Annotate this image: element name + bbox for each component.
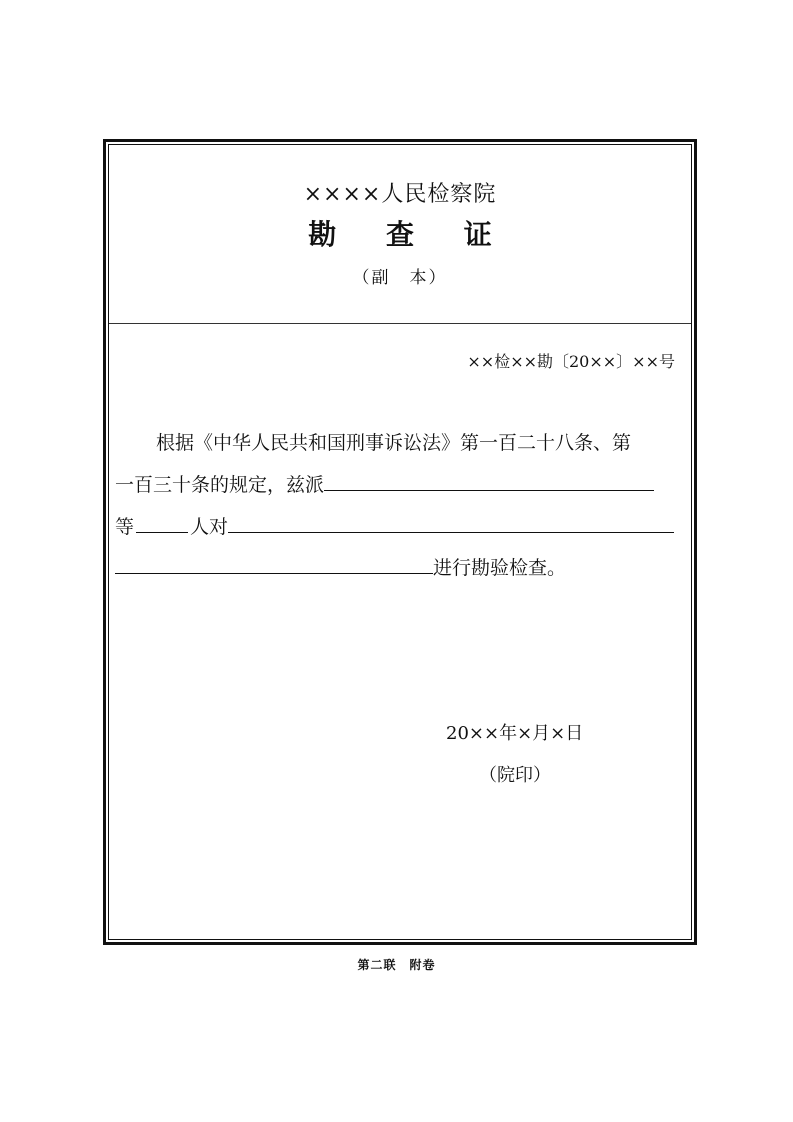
issue-date: 20××年×月×日 [446, 723, 584, 744]
document-number: ××检××勘〔20××〕××号 [467, 352, 675, 371]
body-text-conduct-inspection: 进行勘验检查。 [433, 557, 567, 579]
copy-footer-label: 第二联 附卷 [357, 958, 436, 972]
body-text-legal-basis: 根据《中华人民共和国刑事诉讼法》第一百二十八条、第 [156, 432, 632, 454]
body-line-2 [115, 470, 654, 497]
document-inner-frame [108, 144, 692, 940]
court-seal-label: （院印） [479, 765, 551, 786]
body-text-dispatch: 一百三十条的规定，兹派 [115, 474, 325, 496]
body-line-3 [115, 512, 674, 539]
document-frame [103, 139, 697, 945]
copy-label: （副 本） [352, 268, 448, 288]
body-text-persons-to: 人对 [190, 516, 229, 538]
body-text-etc: 等 [115, 516, 135, 538]
document-title: 勘 查 证 [308, 218, 512, 251]
document-header [109, 145, 691, 324]
inspection-target-field[interactable] [228, 514, 674, 533]
organization-name: ××××人民检察院 [303, 182, 497, 207]
inspection-target-continued-field[interactable] [115, 555, 433, 574]
dispatched-persons-field[interactable] [324, 472, 654, 491]
body-line-4 [115, 553, 566, 580]
body-line-1 [156, 428, 631, 455]
person-count-field[interactable] [136, 514, 188, 533]
